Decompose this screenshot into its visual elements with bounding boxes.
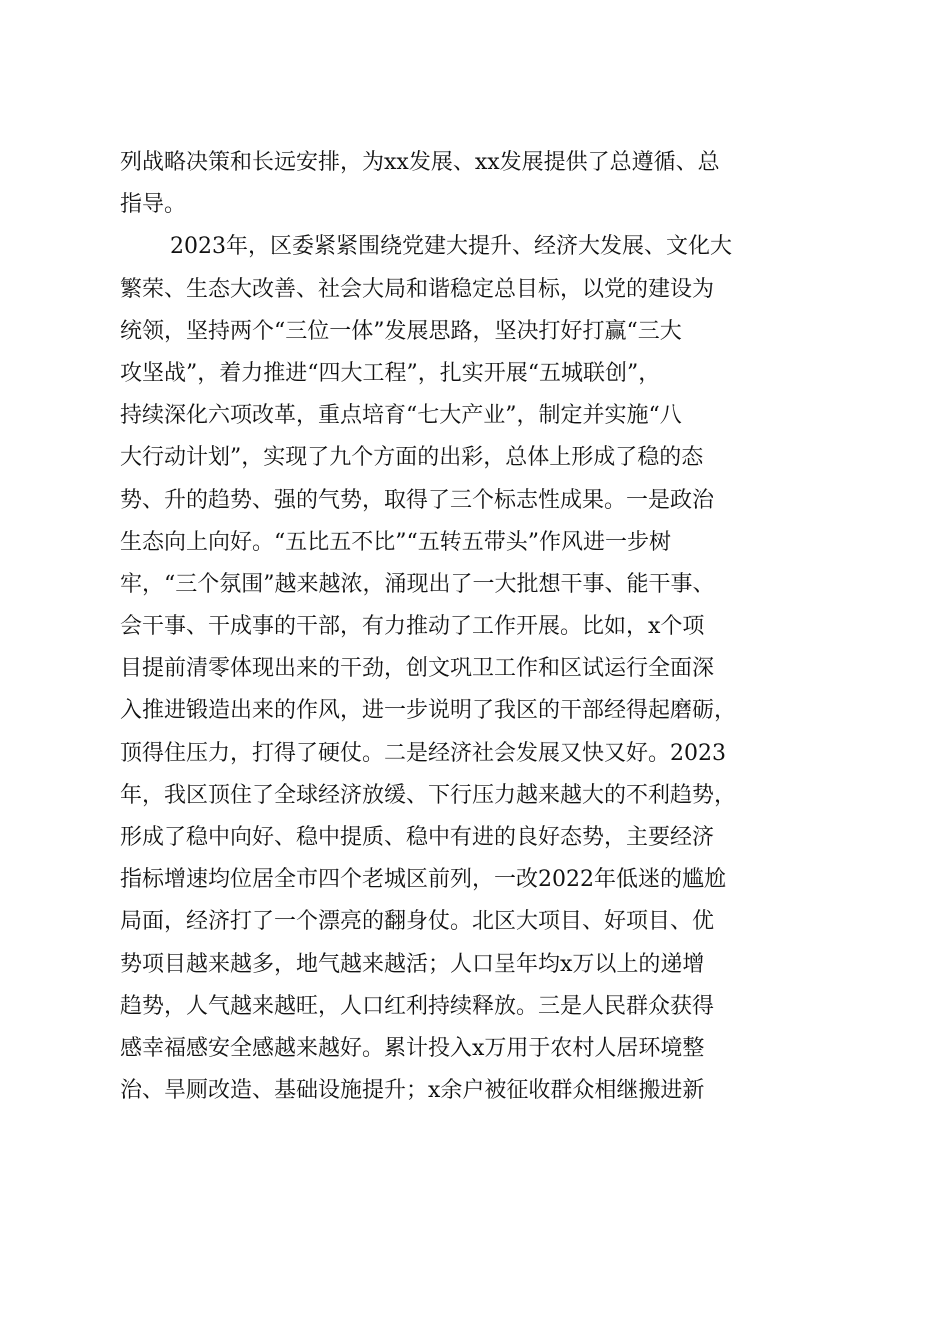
text-line: 统领，坚持两个“三位一体”发展思路，坚决打好打赢“三大 xyxy=(120,318,682,344)
text-line: 指标增速均位居全市四个老城区前列，一改2022年低迷的尴尬 xyxy=(120,867,726,893)
text-line: 趋势，人气越来越旺，人口红利持续释放。三是人民群众获得 xyxy=(120,993,715,1019)
text-line: 入推进锻造出来的作风，进一步说明了我区的干部经得起磨砺， xyxy=(120,698,737,724)
paragraph-1 xyxy=(120,142,832,226)
text-line: 顶得住压力，打得了硬仗。二是经济社会发展又快又好。2023 xyxy=(120,740,726,766)
paragraph-2 xyxy=(120,226,832,1112)
text-line: 牢，“三个氛围”越来越浓，涌现出了一大批想干事、能干事、 xyxy=(120,571,715,597)
text-line: 感幸福感安全感越来越好。累计投入x万用于农村人居环境整 xyxy=(120,1035,705,1061)
text-line: 治、旱厕改造、基础设施提升；x余户被征收群众相继搬进新 xyxy=(120,1078,705,1104)
text-line: 大行动计划”，实现了九个方面的出彩，总体上形成了稳的态 xyxy=(120,445,704,471)
text-line: 持续深化六项改革，重点培育“七大产业”，制定并实施“八 xyxy=(120,403,682,429)
text-line: 2023年，区委紧紧围绕党建大提升、经济大发展、文化大 xyxy=(170,234,732,260)
text-line: 形成了稳中向好、稳中提质、稳中有进的良好态势，主要经济 xyxy=(120,825,715,850)
text-line: 局面，经济打了一个漂亮的翻身仗。北区大项目、好项目、优 xyxy=(120,909,715,935)
text-line: 指导。 xyxy=(120,192,187,218)
text-line: 会干事、干成事的干部，有力推动了工作开展。比如，x个项 xyxy=(120,614,705,640)
text-line: 攻坚战”，着力推进“四大工程”，扎实开展“五城联创”， xyxy=(120,360,661,386)
text-line: 生态向上向好。“五比五不比”“五转五带头”作风进一步树 xyxy=(120,529,671,555)
text-line: 目提前清零体现出来的干劲，创文巩卫工作和区试运行全面深 xyxy=(120,656,715,682)
text-line: 年，我区顶住了全球经济放缓、下行压力越来越大的不利趋势， xyxy=(120,782,737,808)
text-line: 势、升的趋势、强的气势，取得了三个标志性成果。一是政治 xyxy=(120,487,715,513)
text-line: 繁荣、生态大改善、社会大局和谐稳定总目标，以党的建设为 xyxy=(120,276,715,302)
text-line: 列战略决策和长远安排，为xx发展、xx发展提供了总遵循、总 xyxy=(120,150,720,175)
body-text xyxy=(120,142,832,1112)
text-line: 势项目越来越多，地气越来越活；人口呈年均x万以上的递增 xyxy=(120,951,705,977)
